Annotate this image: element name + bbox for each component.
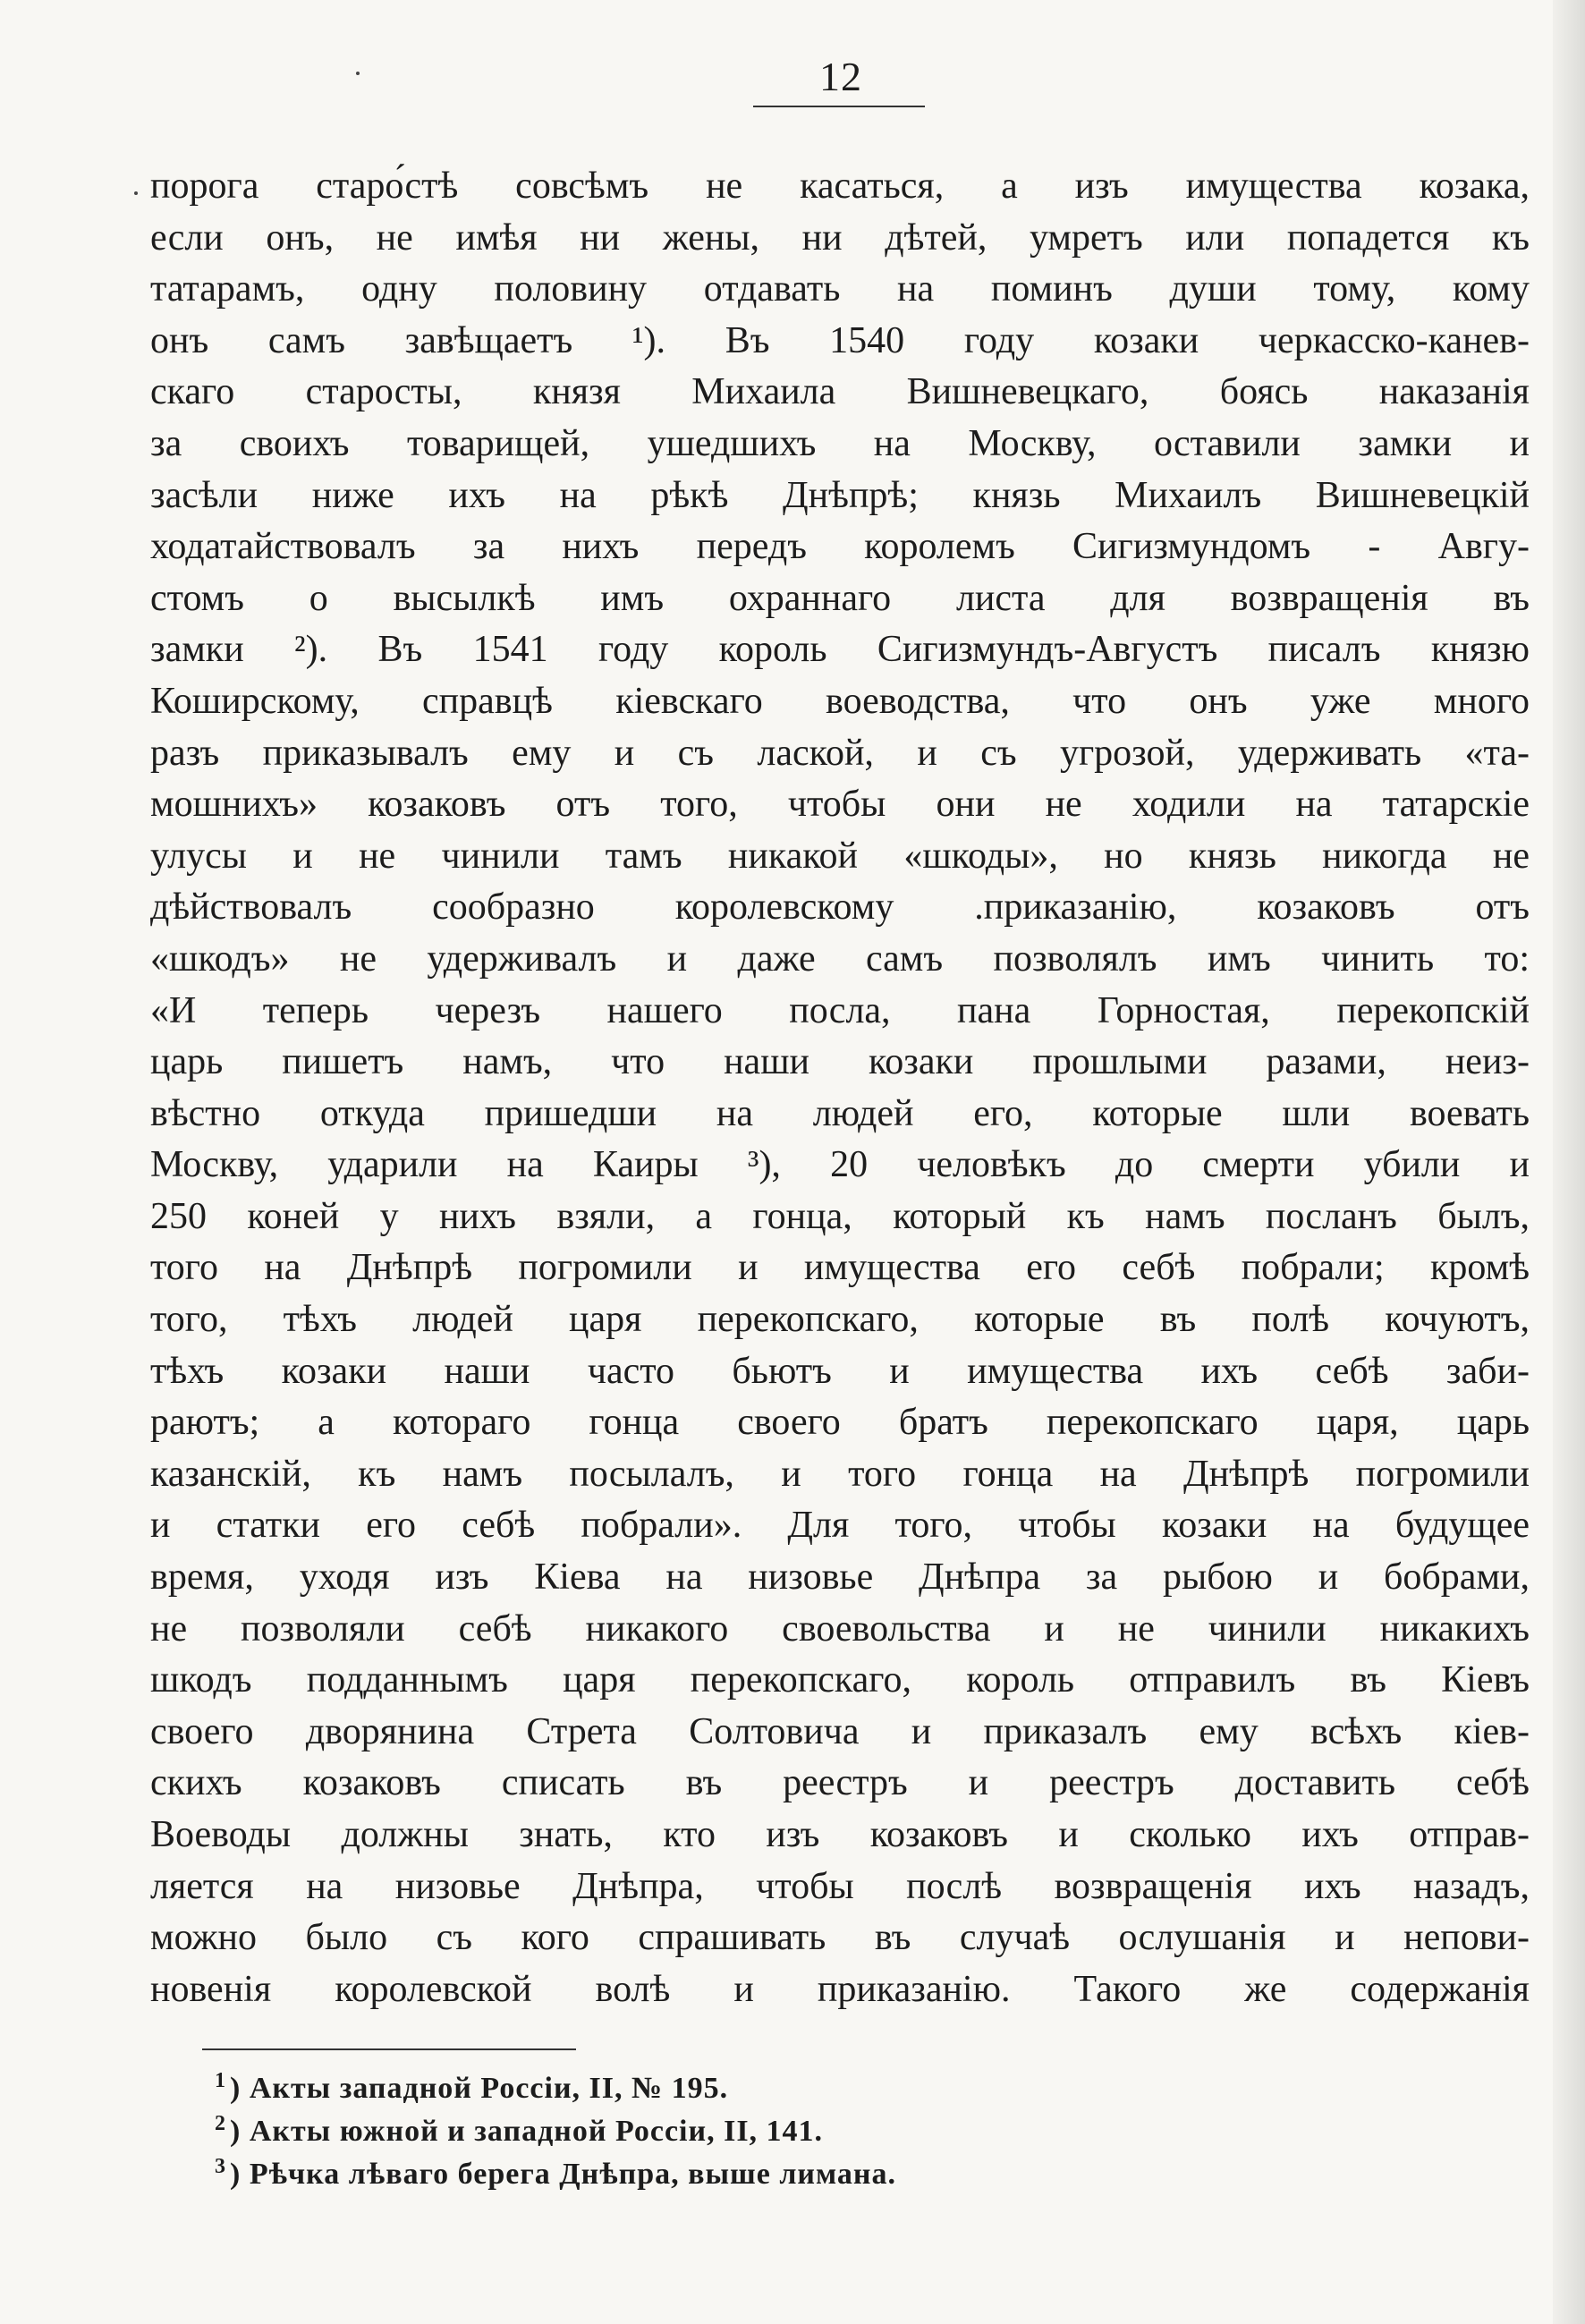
text-line: скихъ козаковъ списать въ реестръ и реестръ доставить себѣ bbox=[150, 1762, 1530, 1804]
footnote-text: ) Акты южной и западной Россіи, II, 141. bbox=[230, 2115, 824, 2148]
footnote-text: ) Акты западной Россіи, II, № 195. bbox=[230, 2072, 729, 2105]
text-line: время, уходя изъ Кіева на низовье Днѣпра за рыбою и бобрами, bbox=[150, 1556, 1530, 1599]
text-line: того, тѣхъ людей царя перекопскаго, которые въ полѣ кочуютъ, bbox=[150, 1299, 1530, 1341]
page-number: 12 bbox=[819, 54, 862, 99]
text-line: не позволяли себѣ никакого своевольства и не чинили никакихъ bbox=[150, 1607, 1530, 1650]
text-line: Коширскому, справцѣ кіевскаго воеводства, что онъ уже много bbox=[150, 680, 1530, 722]
footnote bbox=[215, 2059, 1199, 2105]
text-line: новенія королевской волѣ и приказанію. Такого же содержанія bbox=[150, 1968, 1530, 2010]
text-line: «И теперь черезъ нашего посла, пана Горностая, перекопскій bbox=[150, 989, 1530, 1031]
footnote bbox=[215, 2145, 1199, 2191]
text-line: онъ самъ завѣщаетъ ¹). Въ 1540 году козаки черкасско-канев- bbox=[150, 319, 1530, 361]
text-line: ляется на низовье Днѣпра, чтобы послѣ возвращенія ихъ назадъ, bbox=[150, 1865, 1530, 1907]
text-line: и статки его себѣ побрали». Для того, чтобы козаки на будущее bbox=[150, 1505, 1530, 1547]
text-line: можно было съ кого спрашивать въ случаѣ ослушанія и непови- bbox=[150, 1917, 1530, 1959]
text-line: вѣстно откуда пришедши на людей его, которые шли воевать bbox=[150, 1092, 1530, 1134]
text-line: за своихъ товарищей, ушедшихъ на Москву, оставили замки и bbox=[150, 422, 1530, 464]
page-edge-shadow bbox=[1553, 0, 1585, 2324]
body-text bbox=[150, 161, 1530, 2015]
text-line: разъ приказывалъ ему и съ лаской, и съ угрозой, удерживать «та- bbox=[150, 732, 1530, 774]
print-speck bbox=[134, 191, 138, 195]
footnote bbox=[215, 2102, 1199, 2148]
text-line: «шкодъ» не удерживалъ и даже самъ позволялъ имъ чинить то: bbox=[150, 937, 1530, 980]
text-line: стомъ о высылкѣ имъ охраннаго листа для возвращенія въ bbox=[150, 577, 1530, 619]
text-line: того на Днѣпрѣ погромили и имущества его себѣ побрали; кромѣ bbox=[150, 1247, 1530, 1289]
text-line: порога старо́стѣ совсѣмъ не касаться, а изъ имущества козака, bbox=[150, 165, 1530, 207]
text-line: ходатайствовалъ за нихъ передъ королемъ Сигизмундомъ - Авгу- bbox=[150, 526, 1530, 568]
text-line: царь пишетъ намъ, что наши козаки прошлыми разами, неиз- bbox=[150, 1041, 1530, 1083]
text-line: Москву, ударили на Каиры ³), 20 человѣкъ до смерти убили и bbox=[150, 1144, 1530, 1186]
text-line: шкодъ подданнымъ царя перекопскаго, король отправилъ въ Кіевъ bbox=[150, 1659, 1530, 1701]
text-line: если онъ, не имѣя ни жены, ни дѣтей, умретъ или попадется къ bbox=[150, 216, 1530, 259]
text-line: скаго старосты, князя Михаила Вишневецкаго, боясь наказанія bbox=[150, 371, 1530, 413]
text-line: раютъ; а котораго гонца своего братъ перекопскаго царя, царь bbox=[150, 1402, 1530, 1444]
footnote-text: ) Рѣчка лѣваго берега Днѣпра, выше лимана. bbox=[230, 2158, 897, 2191]
text-line: улусы и не чинили тамъ никакой «шкоды», но князь никогда не bbox=[150, 835, 1530, 877]
footnote-mark: 1 bbox=[215, 2069, 226, 2092]
footnotes bbox=[215, 2059, 1199, 2191]
text-line: мошнихъ» козаковъ отъ того, чтобы они не ходили на татарскіе bbox=[150, 784, 1530, 826]
text-line: Воеводы должны знать, кто изъ козаковъ и сколько ихъ отправ- bbox=[150, 1814, 1530, 1855]
text-line: засѣли ниже ихъ на рѣкѣ Днѣпрѣ; князь Михаилъ Вишневецкій bbox=[150, 474, 1530, 516]
text-line: 250 коней у нихъ взяли, а гонца, который къ намъ посланъ былъ, bbox=[150, 1195, 1530, 1237]
text-line: дѣйствовалъ сообразно королевскому .приказанію, козаковъ отъ bbox=[150, 886, 1530, 929]
text-line: своего дворянина Стрета Солтовича и приказалъ ему всѣхъ кіев- bbox=[150, 1710, 1530, 1752]
footnote-mark: 3 bbox=[215, 2155, 226, 2178]
text-line: казанскій, къ намъ посылалъ, и того гонца на Днѣпрѣ погромили bbox=[150, 1453, 1530, 1495]
footnote-rule bbox=[202, 2048, 576, 2050]
text-line: тѣхъ козаки наши часто бьютъ и имущества ихъ себѣ заби- bbox=[150, 1350, 1530, 1392]
footnote-mark: 2 bbox=[215, 2112, 226, 2135]
text-line: замки ²). Въ 1541 году король Сигизмундъ-Августъ писалъ князю bbox=[150, 629, 1530, 671]
print-speck bbox=[356, 72, 360, 75]
text-line: татарамъ, одну половину отдавать на поминъ души тому, кому bbox=[150, 268, 1530, 310]
page-number-rule bbox=[753, 106, 925, 107]
